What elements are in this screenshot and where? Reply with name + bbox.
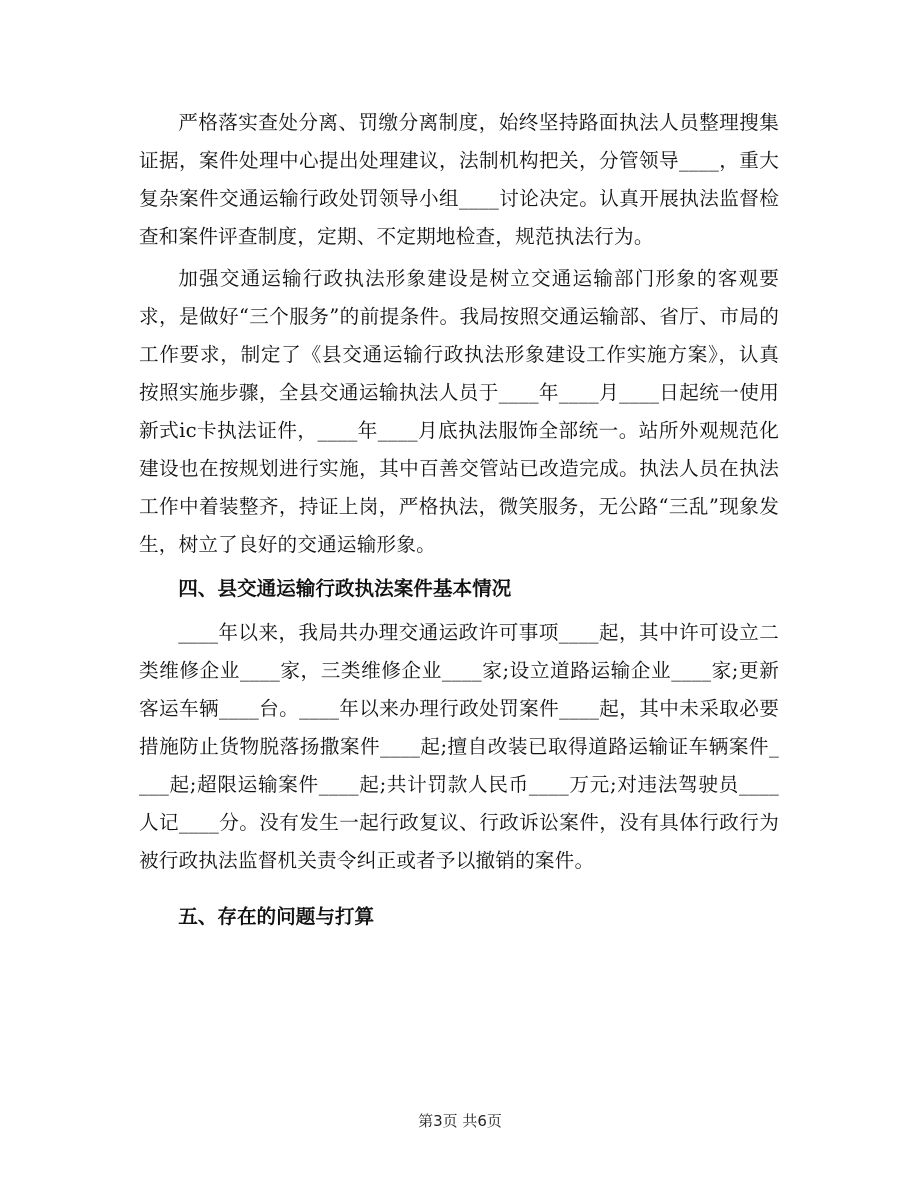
document-body (139, 104, 779, 936)
section-heading-problems-plans: 五、存在的问题与打算 (178, 905, 375, 928)
paragraph-enforcement-image: 加强交通运输行政执法形象建设是树立交通运输部门形象的客观要求，是做好“三个服务”的前提条件。我局按照交通运输部、省厅、市局的工作要求，制定了《县交通运输行政执法形象建设工作实施方案》，认真按照实施步骤，全县交通运输执法人员于____年____月____日起统一使用新式ic卡执法证件，____年____月底执法服饰全部统一。站所外观规范化建设也在按规划进行实施，其中百善交管站已改造完成。执法人员在执法工作中着装整齐，持证上岗，严格执法，微笑服务，无公路“三乱”现象发生，树立了良好的交通运输形象。 (139, 267, 779, 556)
paragraph-case-statistics: ____年以来，我局共办理交通运政许可事项____起，其中许可设立二类维修企业____家，三类维修企业____家;设立道路运输企业____家;更新客运车辆____台。____年以来办理行政处罚案件____起，其中未采取必要措施防止货物脱落扬撒案件____起;擅自改装已取得道路运输证车辆案件____起;超限运输案件____起;共计罚款人民币____万元;对违法驾驶员____人记____分。没有发生一起行政复议、行政诉讼案件，没有具体行政行为被行政执法监督机关责令纠正或者予以撤销的案件。 (139, 621, 779, 872)
page-number-footer: 第3页 共6页 (418, 1112, 502, 1130)
section-heading-case-overview: 四、县交通运输行政执法案件基本情况 (178, 577, 512, 600)
paragraph-enforcement-separation: 严格落实查处分离、罚缴分离制度，始终坚持路面执法人员整理搜集证据，案件处理中心提出处理建议，法制机构把关，分管领导____，重大复杂案件交通运输行政处罚领导小组____讨论决定。认真开展执法监督检查和案件评查制度，定期、不定期地检查，规范执法行为。 (139, 111, 779, 248)
